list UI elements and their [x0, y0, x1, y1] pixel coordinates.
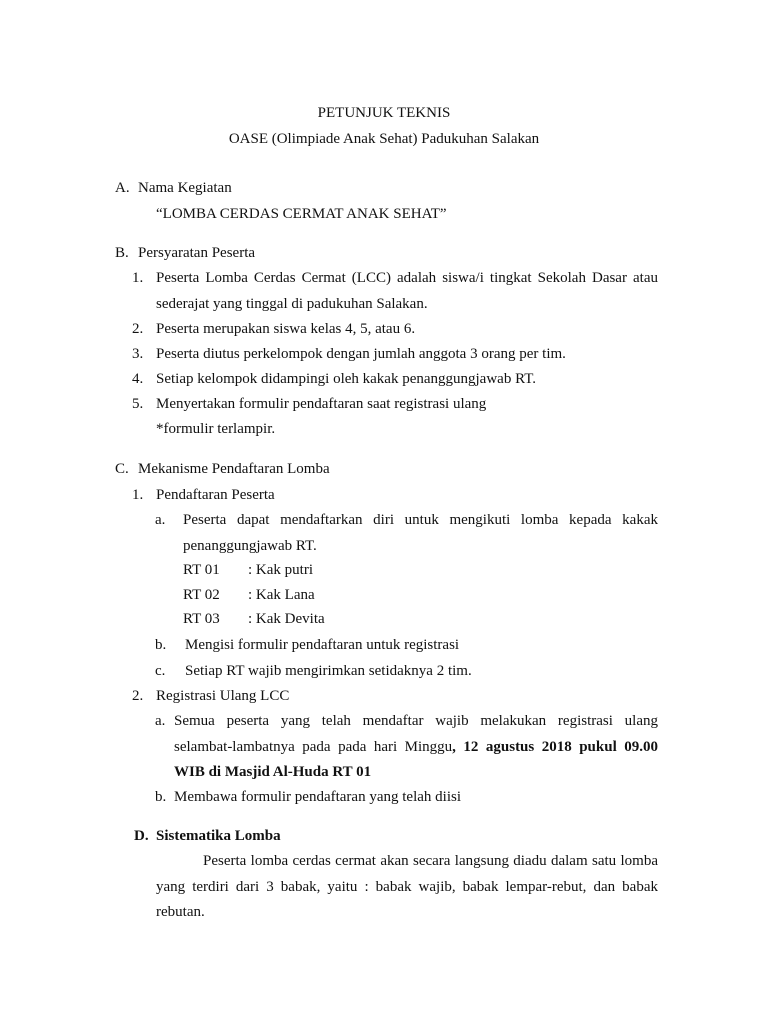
- c-2b-text: Membawa formulir pendaftaran yang telah diisi: [174, 789, 461, 805]
- d-paragraph-line2: yang terdiri dari 3 babak, yaitu : babak wajib, babak lempar-rebut, dan babak: [156, 879, 658, 895]
- rt-label-3: RT 03: [183, 611, 220, 627]
- c-item-1-num: 1.: [132, 487, 144, 503]
- c-item-1-label: Pendaftaran Peserta: [156, 487, 275, 503]
- document-subtitle: OASE (Olimpiade Anak Sehat) Padukuhan Salakan: [228, 131, 540, 147]
- b-item-4-text: Setiap kelompok didampingi oleh kakak penanggungjawab RT.: [156, 371, 536, 387]
- c-2a-letter: a.: [155, 713, 166, 729]
- c-2a-line2: [174, 738, 658, 756]
- rt-label-1: RT 01: [183, 562, 220, 578]
- b-item-1-line1: Peserta Lomba Cerdas Cermat (LCC) adalah siswa/i tingkat Sekolah Dasar atau: [156, 270, 658, 286]
- section-d-heading: Sistematika Lomba: [156, 828, 281, 844]
- c-1a-line1: Peserta dapat mendaftarkan diri untuk mengikuti lomba kepada kakak: [183, 512, 658, 528]
- section-c-letter: C.: [115, 461, 129, 477]
- rt-contact-2: : Kak Lana: [248, 587, 315, 603]
- section-a-heading: Nama Kegiatan: [138, 180, 232, 196]
- c-1a-letter: a.: [155, 512, 166, 528]
- c-item-2-label: Registrasi Ulang LCC: [156, 688, 290, 704]
- section-d-letter: D.: [134, 828, 149, 844]
- b-item-2-text: Peserta merupakan siswa kelas 4, 5, atau 6.: [156, 321, 416, 337]
- section-c-heading: Mekanisme Pendaftaran Lomba: [138, 461, 330, 477]
- c-1b-letter: b.: [155, 637, 167, 653]
- c-2a-line3-bold: WIB di Masjid Al-Huda RT 01: [174, 764, 372, 780]
- b-item-2-num: 2.: [132, 321, 144, 337]
- c-item-2-num: 2.: [132, 688, 144, 704]
- b-item-3-num: 3.: [132, 346, 144, 362]
- c-1b-text: Mengisi formulir pendaftaran untuk registrasi: [185, 637, 460, 653]
- c-1c-letter: c.: [155, 663, 166, 679]
- section-b-heading: Persyaratan Peserta: [138, 245, 256, 261]
- d-paragraph-line3: rebutan.: [156, 904, 205, 920]
- rt-contact-3: : Kak Devita: [248, 611, 325, 627]
- c-2a-line1: Semua peserta yang telah mendaftar wajib melakukan registrasi ulang: [174, 713, 658, 729]
- b-item-1-num: 1.: [132, 270, 144, 286]
- c-2b-letter: b.: [155, 789, 167, 805]
- section-b-letter: B.: [115, 245, 129, 261]
- c-1c-text: Setiap RT wajib mengirimkan setidaknya 2 tim.: [185, 663, 472, 679]
- b-item-3-text: Peserta diutus perkelompok dengan jumlah anggota 3 orang per tim.: [156, 346, 566, 362]
- document-title: PETUNJUK TEKNIS: [317, 105, 451, 121]
- b-item-5-num: 5.: [132, 396, 144, 412]
- b-item-4-num: 4.: [132, 371, 144, 387]
- c-2a-line2-bold: , 12 agustus 2018 pukul 09.00: [452, 739, 658, 755]
- section-a-value: “LOMBA CERDAS CERMAT ANAK SEHAT”: [156, 206, 447, 222]
- d-paragraph-line1: Peserta lomba cerdas cermat akan secara langsung diadu dalam satu lomba: [203, 853, 658, 869]
- section-a-letter: A.: [115, 180, 130, 196]
- c-2a-line2-plain: selambat-lambatnya pada pada hari Minggu: [174, 739, 453, 755]
- rt-contact-1: : Kak putri: [248, 562, 313, 578]
- rt-label-2: RT 02: [183, 587, 220, 603]
- b-item-5-line2: *formulir terlampir.: [156, 421, 276, 437]
- c-1a-line2: penanggungjawab RT.: [183, 538, 317, 554]
- b-item-5-line1: Menyertakan formulir pendaftaran saat registrasi ulang: [156, 396, 487, 412]
- b-item-1-line2: sederajat yang tinggal di padukuhan Salakan.: [156, 296, 428, 312]
